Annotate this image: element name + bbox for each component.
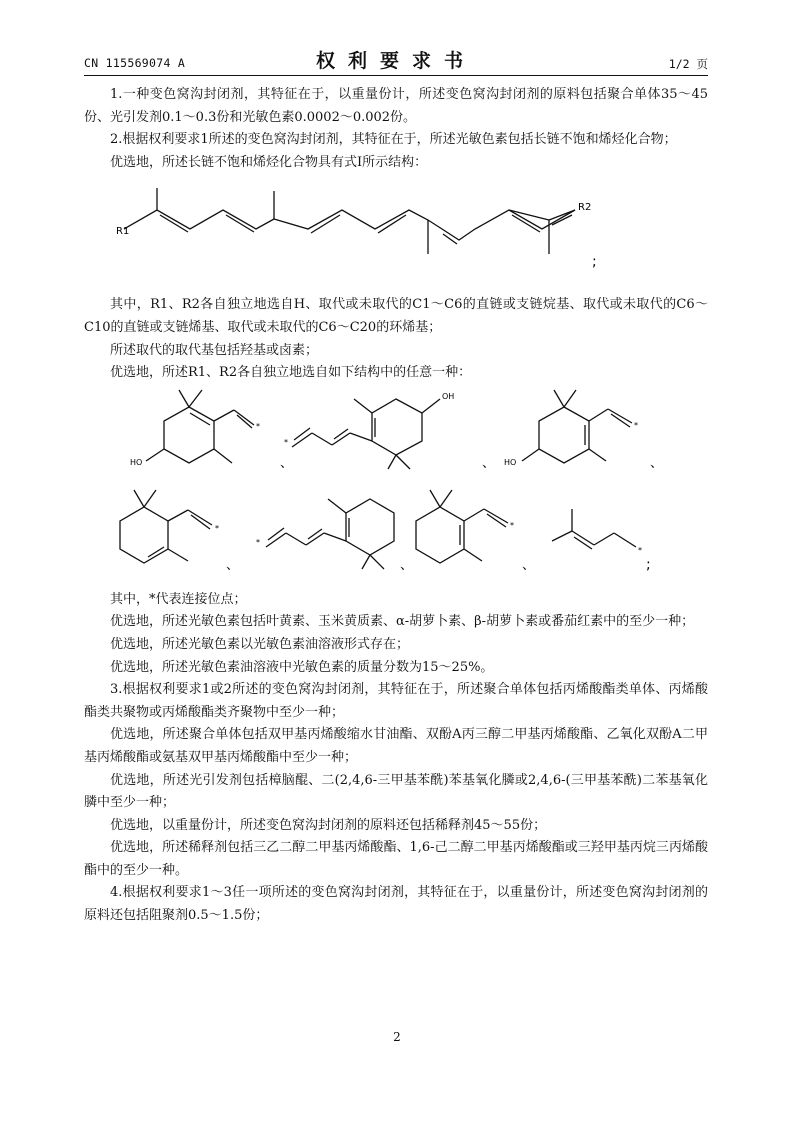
page-number: 2 xyxy=(393,1030,401,1044)
structure-7-star: * xyxy=(638,545,642,555)
claim-2-oil-solution: 优选地，所述光敏色素以光敏色素油溶液形式存在； xyxy=(110,636,410,652)
claim-1: 1.一种变色窝沟封闭剂，其特征在于，以重量份计，所述变色窝沟封闭剂的原料包括聚合单体35～45份、光引发剂0.1～0.3份和光敏色素0.0002～0.002份。 xyxy=(84,87,708,125)
separator-3: 、 xyxy=(650,455,664,471)
claim-2-mass-fraction: 优选地，所述光敏色素油溶液中光敏色素的质量分数为15～25%。 xyxy=(110,659,494,675)
structure-2-oh: OH xyxy=(442,391,455,401)
claim-3: 3.根据权利要求1或2所述的变色窝沟封闭剂，其特征在于，所述聚合单体包括丙烯酸酯类单体、丙烯酸酯类共聚物或丙烯酸酯类齐聚物中至少一种； xyxy=(84,682,708,720)
claim-3-diluent-amount: 优选地，以重量份计，所述变色窝沟封闭剂的原料还包括稀释剂45～55份； xyxy=(110,817,547,833)
structure-7-bonds xyxy=(552,509,636,549)
page-title: 权利要求书 xyxy=(315,50,476,72)
structure-2-bonds xyxy=(292,399,440,469)
claim-3-photoinitiators: 优选地，所述光引发剂包括樟脑醌、二(2,4,6-三甲基苯酰)苯基氧化膦或2,4,6-(三甲基苯酰)二苯基氧化膦中至少一种； xyxy=(84,772,708,811)
claim-3-monomers: 优选地，所述聚合单体包括双甲基丙烯酸缩水甘油酯、双酚A丙三醇二甲基丙烯酸酯、乙氧化双酚A二甲基丙烯酸酯或氨基双甲基丙烯酸酯中至少一种； xyxy=(84,727,708,765)
structure-3-star: * xyxy=(634,420,638,430)
claims-body xyxy=(84,84,708,928)
header-divider xyxy=(84,75,708,76)
structure-2-star: * xyxy=(284,437,288,447)
page-header xyxy=(84,46,708,72)
separator-1: 、 xyxy=(280,455,294,471)
page-indicator: 1/2 页 xyxy=(668,57,708,71)
structure-4-star: * xyxy=(215,523,219,533)
claim-4: 4.根据权利要求1～3任一项所述的变色窝沟封闭剂，其特征在于，以重量份计，所述变色窝沟封闭剂的原料还包括阻聚剂0.5～1.5份； xyxy=(84,885,708,924)
structure-3-ho: HO xyxy=(504,457,517,467)
formula-i-structure xyxy=(84,174,708,294)
structure-1-bonds xyxy=(146,390,254,463)
structure-5-bonds xyxy=(266,499,394,569)
claim-2-star-definition: 其中，*代表连接位点； xyxy=(110,591,247,607)
structure-3-bonds xyxy=(522,390,632,463)
document-number: CN 115569074 A xyxy=(84,56,186,70)
formula-terminator: ; xyxy=(592,254,597,271)
claim-2: 2.根据权利要求1所述的变色窝沟封闭剂，其特征在于，所述光敏色素包括长链不饱和烯烃化合物； xyxy=(110,132,677,148)
separator-5: 、 xyxy=(400,557,414,573)
structure-6-bonds xyxy=(416,490,508,563)
claim-2-r-options-intro: 优选地，所述R1、R2各自独立地选自如下结构中的任意一种： xyxy=(110,365,472,381)
structure-1-star: * xyxy=(256,421,260,431)
r2-label: R2 xyxy=(578,202,592,214)
r1-label: R1 xyxy=(116,226,130,238)
separator-6: 、 xyxy=(522,557,536,573)
claim-2-substituents: 所述取代的取代基包括羟基或卤素； xyxy=(110,342,319,358)
claim-2-formula-intro: 优选地，所述长链不饱和烯烃化合物具有式I所示结构： xyxy=(110,154,428,170)
substituent-structures-row-1 xyxy=(84,385,708,485)
structures-terminator: ; xyxy=(646,556,651,573)
structure-4-bonds xyxy=(120,490,212,563)
polyene-chain-bonds xyxy=(124,188,575,254)
structure-6-star: * xyxy=(510,520,514,530)
claim-3-diluent-types: 优选地，所述稀释剂包括三乙二醇二甲基丙烯酸酯、1,6-己二醇二甲基丙烯酸酯或三羟甲基丙烷三丙烯酸酯中的至少一种。 xyxy=(84,840,708,878)
claim-2-r-definition: 其中，R1、R2各自独立地选自H、取代或未取代的C1～C6的直链或支链烷基、取代或未取代的C6～C10的直链或支链烯基、取代或未取代的C6～C20的环烯基； xyxy=(84,297,708,335)
double-bond-lines xyxy=(160,215,572,244)
claim-2-pigment-types: 优选地，所述光敏色素包括叶黄素、玉米黄质素、α-胡萝卜素、β-胡萝卜素或番茄红素中的至少一种； xyxy=(110,614,695,630)
structure-5-star: * xyxy=(256,537,260,547)
structure-1-ho: HO xyxy=(130,457,143,467)
separator-4: 、 xyxy=(226,557,240,573)
substituent-structures-row-2 xyxy=(84,485,708,589)
separator-2: 、 xyxy=(482,455,496,471)
